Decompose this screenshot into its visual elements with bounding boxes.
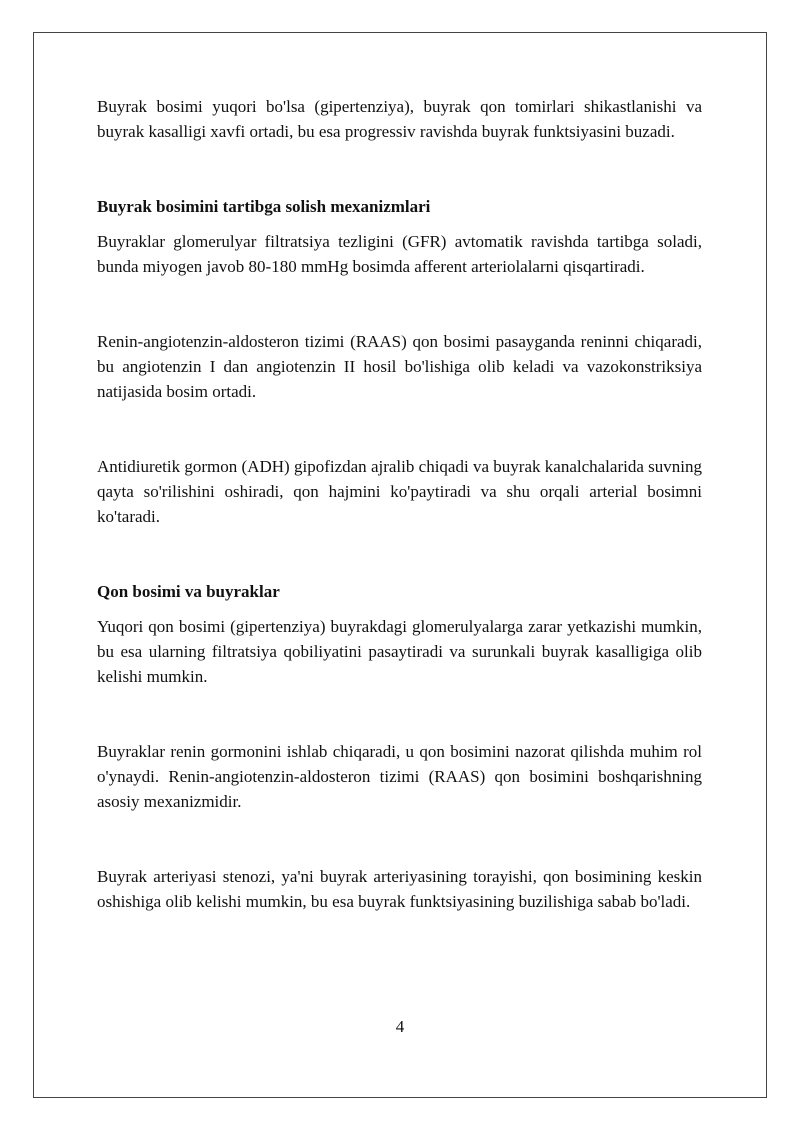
paragraph-5: Yuqori qon bosimi (gipertenziya) buyrakdagi glomerulyalarga zarar yetkazishi mumkin, bu esa ularning filtratsiya qobiliyatini pasaytiradi va surunkali buyrak kasalligiga olib kelishi mumkin. [97, 617, 702, 686]
paragraph-6: Buyraklar renin gormonini ishlab chiqaradi, u qon bosimini nazorat qilishda muhim rol o'ynaydi. Renin-angiotenzin-aldosteron tizimi (RAAS) qon bosimini boshqarishning asosiy mexanizmidir. [97, 742, 702, 811]
page-content [97, 94, 702, 914]
page-number: 4 [395, 1017, 405, 1036]
paragraph-3: Renin-angiotenzin-aldosteron tizimi (RAAS) qon bosimi pasayganda reninni chiqaradi, bu angiotenzin I dan angiotenzin II hosil bo'lishiga olib keladi va vazokonstriksiya natijasida bosim ortadi. [97, 332, 702, 401]
paragraph-1: Buyrak bosimi yuqori bo'lsa (gipertenziya), buyrak qon tomirlari shikastlanishi va buyrak kasalligi xavfi ortadi, bu esa progressiv ravishda buyrak funktsiyasini buzadi. [97, 97, 702, 141]
section-heading-2: Qon bosimi va buyraklar [97, 582, 280, 601]
paragraph-7: Buyrak arteriyasi stenozi, ya'ni buyrak arteriyasining torayishi, qon bosimining keskin oshishiga olib kelishi mumkin, bu esa buyrak funktsiyasining buzilishiga sabab bo'ladi. [97, 867, 702, 911]
paragraph-4: Antidiuretik gormon (ADH) gipofizdan ajralib chiqadi va buyrak kanalchalarida suvning qayta so'rilishini oshiradi, qon hajmini ko'paytiradi va shu orqali arterial bosimni ko'taradi. [97, 457, 702, 526]
section-heading-1: Buyrak bosimini tartibga solish mexanizmlari [97, 197, 431, 216]
paragraph-2: Buyraklar glomerulyar filtratsiya tezligini (GFR) avtomatik ravishda tartibga soladi, bunda miyogen javob 80-180 mmHg bosimda afferent arteriolalarni qisqartiradi. [97, 232, 702, 276]
